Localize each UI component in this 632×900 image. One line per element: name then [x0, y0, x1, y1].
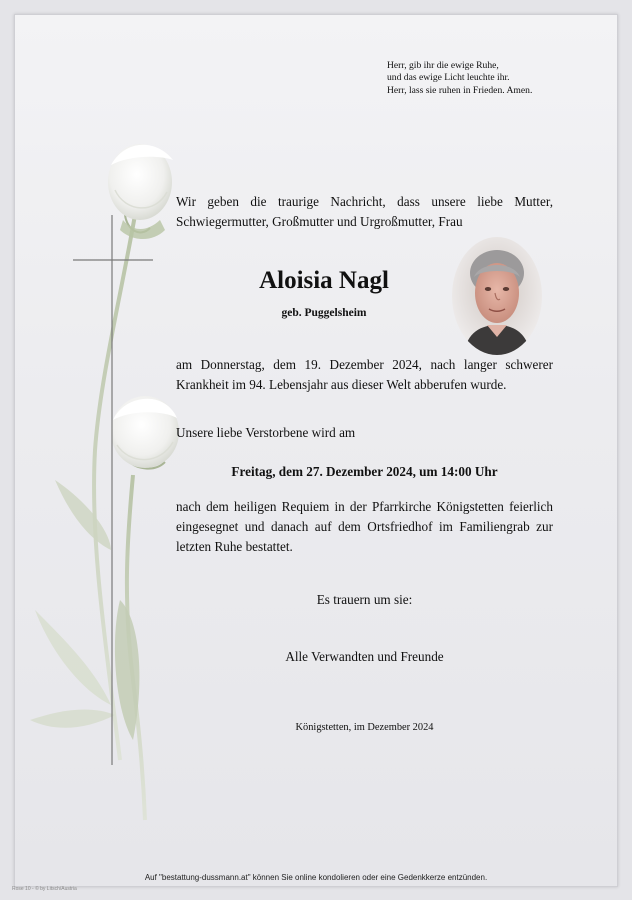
prayer-line: Herr, gib ihr die ewige Ruhe,	[387, 60, 499, 71]
place-date: Königstetten, im Dezember 2024	[295, 722, 434, 733]
mourning-intro: Es trauern um sie:	[316, 592, 413, 607]
footer-condolence-note: Auf "bestattung-dussmann.at" können Sie online kondolieren oder eine Gedenkkerze entzünden.	[144, 873, 488, 882]
death-notice-line: am Donnerstag, dem 19. Dezember 2024, nach langer schwerer	[176, 357, 553, 372]
burial-text	[176, 497, 553, 557]
deceased-name: Aloisia Nagl	[259, 267, 389, 294]
prayer-line: und das ewige Licht leuchte ihr.	[387, 72, 510, 84]
prayer-line: Herr, lass sie ruhen in Frieden. Amen.	[387, 84, 533, 96]
parte-page	[14, 14, 618, 887]
announcement-line: Schwiegermutter, Großmutter und Urgroßmutter, Frau	[176, 214, 463, 229]
announcement-line: Wir geben die traurige Nachricht, dass unsere liebe Mutter,	[176, 194, 553, 209]
funeral-intro: Unsere liebe Verstorbene wird am	[176, 425, 356, 440]
image-credit: Rose 10 - © by Litsch/Austria	[12, 886, 77, 892]
mourners-list: Alle Verwandten und Freunde	[285, 649, 444, 664]
portrait-icon	[452, 237, 542, 355]
birth-name: geb. Puggelsheim	[281, 307, 367, 319]
burial-line: nach dem heiligen Requiem in der Pfarrkirche Königstetten feierlich	[176, 499, 553, 514]
prayer-verse	[387, 60, 607, 97]
death-notice-text	[176, 355, 553, 395]
burial-line: eingesegnet und danach auf dem Ortsfriedhof im Familiengrab zur	[176, 519, 553, 534]
portrait-photo	[452, 237, 542, 355]
funeral-datetime: Freitag, dem 27. Dezember 2024, um 14:00 Uhr	[231, 464, 498, 479]
death-notice-line: Krankheit im 94. Lebensjahr aus dieser Welt abberufen wurde.	[176, 377, 507, 392]
burial-line: letzten Ruhe bestattet.	[176, 539, 293, 554]
announcement-text	[176, 192, 553, 232]
